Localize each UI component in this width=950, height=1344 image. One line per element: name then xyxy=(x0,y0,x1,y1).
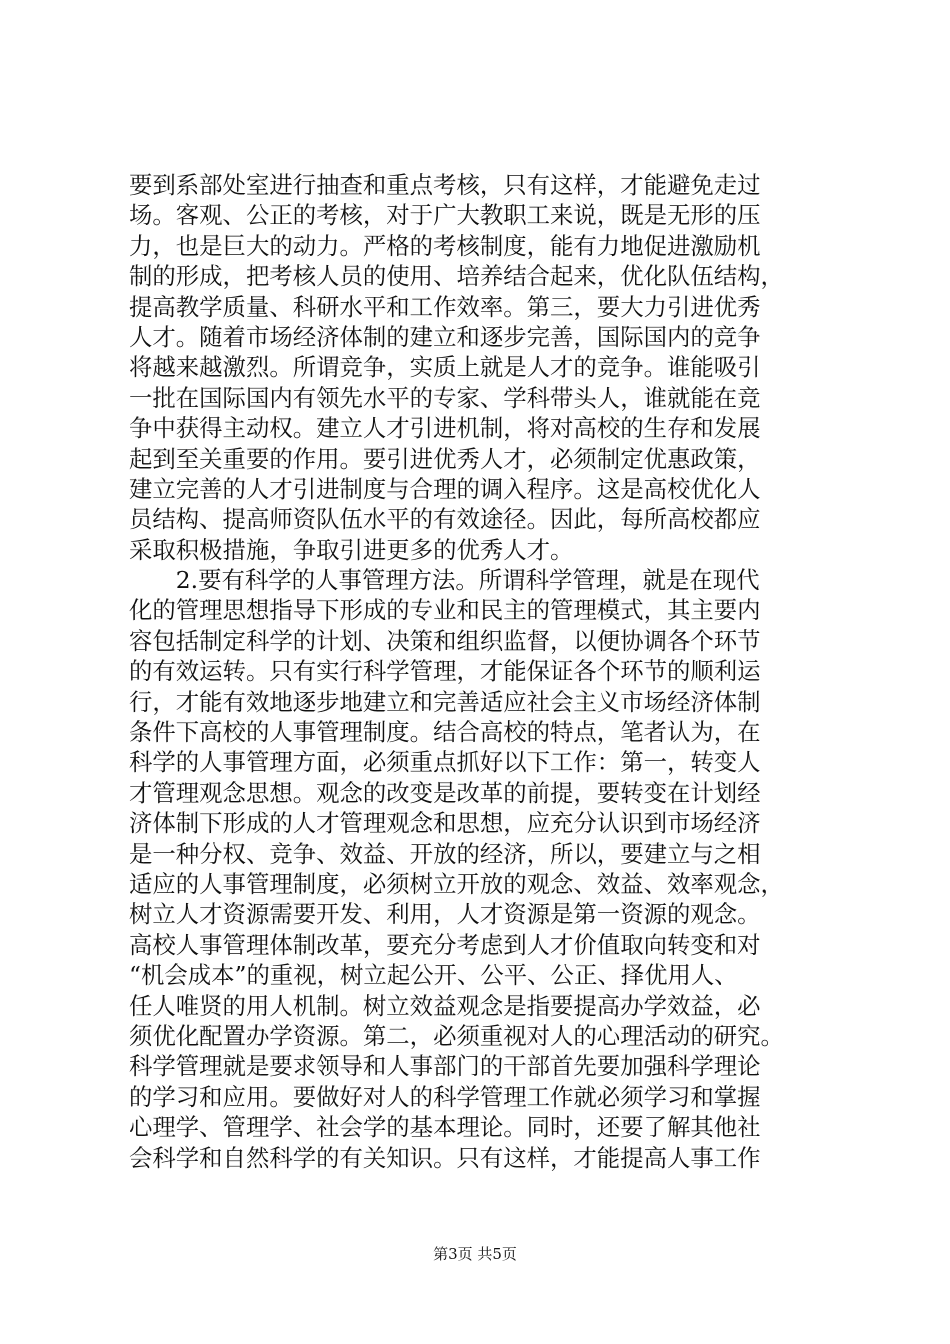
page-footer: 第3页 共5页 xyxy=(433,1245,517,1263)
text-line: 采取积极措施，争取引进更多的优秀人才。 xyxy=(129,535,574,564)
text-line: “机会成本”的重视，树立起公开、公平、公正、择优用人、 xyxy=(129,961,738,990)
text-line: 济体制下形成的人才管理观念和思想，应充分认识到市场经济 xyxy=(129,809,761,838)
text-line: 建立完善的人才引进制度与合理的调入程序。这是高校优化人 xyxy=(129,474,761,503)
text-line: 争中获得主动权。建立人才引进机制，将对高校的生存和发展 xyxy=(129,414,761,443)
text-line: 科学的人事管理方面，必须重点抓好以下工作：第一，转变人 xyxy=(129,748,761,777)
text-line: 化的管理思想指导下形成的专业和民主的管理模式，其主要内 xyxy=(129,596,761,625)
text-line: 高校人事管理体制改革，要充分考虑到人才价值取向转变和对 xyxy=(129,930,761,959)
text-line: 提高教学质量、科研水平和工作效率。第三，要大力引进优秀 xyxy=(129,292,761,321)
text-line: 制的形成，把考核人员的使用、培养结合起来，优化队伍结构， xyxy=(129,262,784,291)
text-line: 条件下高校的人事管理制度。结合高校的特点，笔者认为，在 xyxy=(129,718,761,747)
text-line: 心理学、管理学、社会学的基本理论。同时，还要了解其他社 xyxy=(129,1113,761,1142)
text-line: 须优化配置办学资源。第二，必须重视对人的心理活动的研究。 xyxy=(129,1021,784,1050)
text-line: 要到系部处室进行抽查和重点考核，只有这样，才能避免走过 xyxy=(129,171,761,199)
text-line: 人才。随着市场经济体制的建立和逐步完善，国际国内的竞争 xyxy=(129,322,761,351)
text-line: 才管理观念思想。观念的改变是改革的前提，要转变在计划经 xyxy=(129,778,761,807)
text-line: 行，才能有效地逐步地建立和完善适应社会主义市场经济体制 xyxy=(129,687,761,716)
text-line: 一批在国际国内有领先水平的专家、学科带头人，谁就能在竞 xyxy=(129,383,761,412)
body-text xyxy=(129,170,839,1173)
text-line: 科学管理就是要求领导和人事部门的干部首先要加强科学理论 xyxy=(129,1052,761,1081)
text-line: 的有效运转。只有实行科学管理，才能保证各个环节的顺利运 xyxy=(129,657,761,686)
text-line: 起到至关重要的作用。要引进优秀人才，必须制定优惠政策， xyxy=(129,444,761,473)
text-line: 员结构、提高师资队伍水平的有效途径。因此，每所高校都应 xyxy=(129,505,761,534)
text-line: 2.要有科学的人事管理方法。所谓科学管理，就是在现代 xyxy=(129,566,760,595)
text-line: 树立人才资源需要开发、利用，人才资源是第一资源的观念。 xyxy=(129,900,761,929)
text-line: 将越来越激烈。所谓竞争，实质上就是人才的竞争。谁能吸引 xyxy=(129,353,761,382)
text-line: 的学习和应用。要做好对人的科学管理工作就必须学习和掌握 xyxy=(129,1082,761,1111)
text-line: 力，也是巨大的动力。严格的考核制度，能有力地促进激励机 xyxy=(129,231,761,260)
text-line: 容包括制定科学的计划、决策和组织监督，以便协调各个环节 xyxy=(129,626,761,655)
text-line: 会科学和自然科学的有关知识。只有这样，才能提高人事工作 xyxy=(129,1143,761,1172)
text-line: 适应的人事管理制度，必须树立开放的观念、效益、效率观念， xyxy=(129,869,784,898)
text-line: 是一种分权、竞争、效益、开放的经济，所以，要建立与之相 xyxy=(129,839,761,868)
text-line: 场。客观、公正的考核，对于广大教职工来说，既是无形的压 xyxy=(129,201,761,230)
text-line: 任人唯贤的用人机制。树立效益观念是指要提高办学效益，必 xyxy=(129,991,761,1020)
